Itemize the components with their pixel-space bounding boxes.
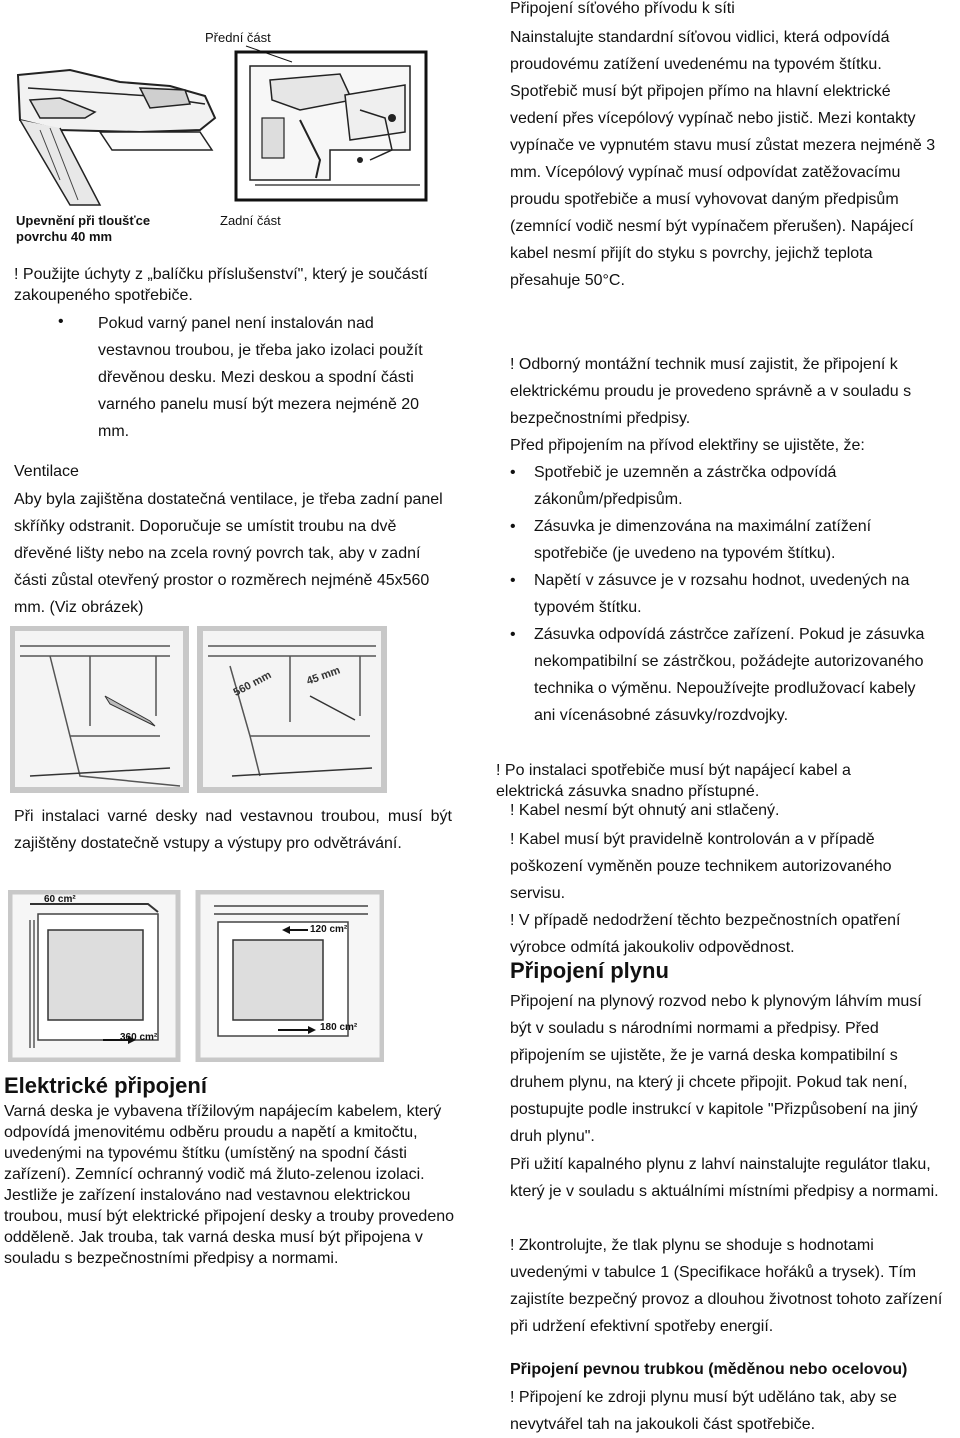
intro-check: Před připojením na přívod elektřiny se ujistěte, že: (510, 437, 865, 454)
heading-ventilation: Ventilace (14, 463, 79, 480)
note-brackets: ! Použijte úchyty z „balíčku příslušenství", který je součástí zakoupeného spotřebiče. (14, 266, 428, 304)
check-item-text: Napětí v zásuvce je v rozsahu hodnot, uvedených na typovém štítku. (534, 572, 910, 616)
dimension-120cm2: 120 cm² (310, 924, 348, 935)
check-item (510, 567, 950, 621)
check-item-text: Zásuvka odpovídá zástrčce zařízení. Pokud je zásuvka nekompatibilní se zástrčkou, požádejte autorizovaného technika o výměnu. Nepoužívejte prodlužovací kabely ani vícenásobné zásuvky/rozdvojky. (534, 626, 925, 724)
check-item (510, 459, 950, 513)
figure-label-front: Přední část (205, 30, 271, 45)
para-ventilation: Aby byla zajištěna dostatečná ventilace, je třeba zadní panel skříňky odstranit. Doporučuje se umístit troubu na dvě dřevěné lišty nebo na zcela rovný povrch tak, aby v zadní části zůstal otevřený prostor o rozměrech nejméně 45x560 mm. (Viz obrázek) (14, 491, 443, 616)
note-bent: ! Kabel nesmí být ohnutý ani stlačený. (510, 802, 780, 819)
dimension-180cm2: 180 cm² (320, 1022, 358, 1033)
heading-mains: Připojení síťového přívodu k síti (510, 0, 735, 17)
bullet-dot: • (510, 572, 516, 589)
figure-label-back: Zadní část (220, 213, 281, 228)
heading-pipe: Připojení pevnou trubkou (měděnou nebo ocelovou) (510, 1361, 908, 1378)
bullet-dot: • (510, 626, 516, 643)
para-gas-2: Při užití kapalného plynu z lahví nainstalujte regulátor tlaku, který je v souladu s aktuálními místními předpisy a normami. (510, 1156, 939, 1200)
dimension-360cm2: 360 cm² (120, 1032, 158, 1043)
dimension-45: 45 mm (304, 664, 342, 688)
ventilation-diagram (10, 626, 390, 794)
check-list (510, 459, 950, 756)
note-access: ! Po instalaci spotřebiče musí být napájecí kabel a elektrická zásuvka snadno přístupné. (496, 762, 851, 800)
para-electric: Varná deska je vybavena třížilovým napájecím kabelem, který odpovídá jmenovitému odběru proudu a napětí a kmitočtu, uvedenými na typovému štítku (umístěný na spodní části zařízení). Zemnící ochranný vodič má žluto-zelenou izolaci. Jestliže je zařízení instalováno nad vestavnou elektrickou troubou, musí být elektrické připojení desky a trouby provedeno odděleně. Jak trouba, tak varná deska musí být připojena v souladu s bezpečnostními předpisy a normami. (4, 1103, 455, 1267)
dimension-560: 560 mm (231, 669, 274, 699)
figure-label-mount: Upevnění při tloušťce povrchu 40 mm (16, 213, 151, 244)
para-gas-1: Připojení na plynový rozvod nebo k plynovým láhvím musí být v souladu s národními normami a předpisy. Před připojením se ujistěte, že je varná deska kompatibilní s druhem plynu, na který ji chcete připojit. Pokud tak není, postupujte podle instrukcí v kapitole "Přizpůsobení na jiný druh plynu". (510, 993, 922, 1145)
para-openings: Při instalaci varné desky nad vestavnou troubou, musí být zajištěny dostatečně vstupy a výstupy pro odvětrávání. (14, 808, 452, 852)
check-item-text: Spotřebič je uzemněn a zástrčka odpovídá zákonům/předpisům. (534, 464, 837, 508)
heading-gas: Připojení plynu (510, 958, 669, 983)
bullet-dot: • (510, 464, 516, 481)
dimension-60cm2: 60 cm² (44, 894, 76, 905)
note-technician: ! Odborný montážní technik musí zajistit, že připojení k elektrickému proudu je provedeno správně a v souladu s bezpečnostními předpisy. (510, 356, 912, 427)
heading-electric: Elektrické připojení (4, 1073, 207, 1098)
bullet-dot: • (58, 313, 64, 330)
bullet-dot: • (510, 518, 516, 535)
note-liability: ! V případě nedodržení těchto bezpečnostních opatření výrobce odmítá jakoukoliv odpovědnost. (510, 912, 901, 956)
note-check: ! Kabel musí být pravidelně kontrolován a v případě poškození vyměněn pouze technikem autorizovaného servisu. (510, 831, 892, 902)
para-mains: Nainstalujte standardní síťovou vidlici, která odpovídá proudovému zatížení uvedenému na typovém štítku. Spotřebič musí být připojen přímo na hlavní elektrické vedení přes vícepólový vypínač nebo jistič. Mezi kontakty vypínače ve vypnutém stavu musí zůstat mezera nejméně 3 mm. Vícepólový vypínač musí odpovídat zatěžovacímu proudu spotřebiče a musí vyhovovat daným předpisům (zemnící vodič nesmí být vypínačem přerušen). Napájecí kabel nesmí přijít do styku s povrchy, jejichž teplota přesahuje 50°C. (510, 29, 936, 289)
check-item (510, 513, 950, 567)
para-pipe: ! Připojení ke zdroji plynu musí být uděláno tak, aby se nevytvářel tah na jakoukoli část spotřebiče. (510, 1389, 897, 1433)
airflow-diagram (8, 890, 384, 1062)
check-item (510, 621, 950, 756)
bullet-wood-text: Pokud varný panel není instalován nad vestavnou troubou, je třeba jako izolaci použít dřevěnou desku. Mezi deskou a spodní části varného panelu musí být mezera nejméně 20 mm. (98, 315, 423, 440)
check-item-text: Zásuvka je dimenzována na maximální zatížení spotřebiče (je uvedeno na typovém štítku). (534, 518, 872, 562)
installation-diagram (0, 0, 440, 255)
note-pressure: ! Zkontrolujte, že tlak plynu se shoduje s hodnotami uvedenými v tabulce 1 (Specifikace hořáků a trysek). Tím zajistíte bezpečný provoz a dlouhou životnost tohoto zařízení při udržení efektivní spotřeby energií. (510, 1237, 943, 1335)
